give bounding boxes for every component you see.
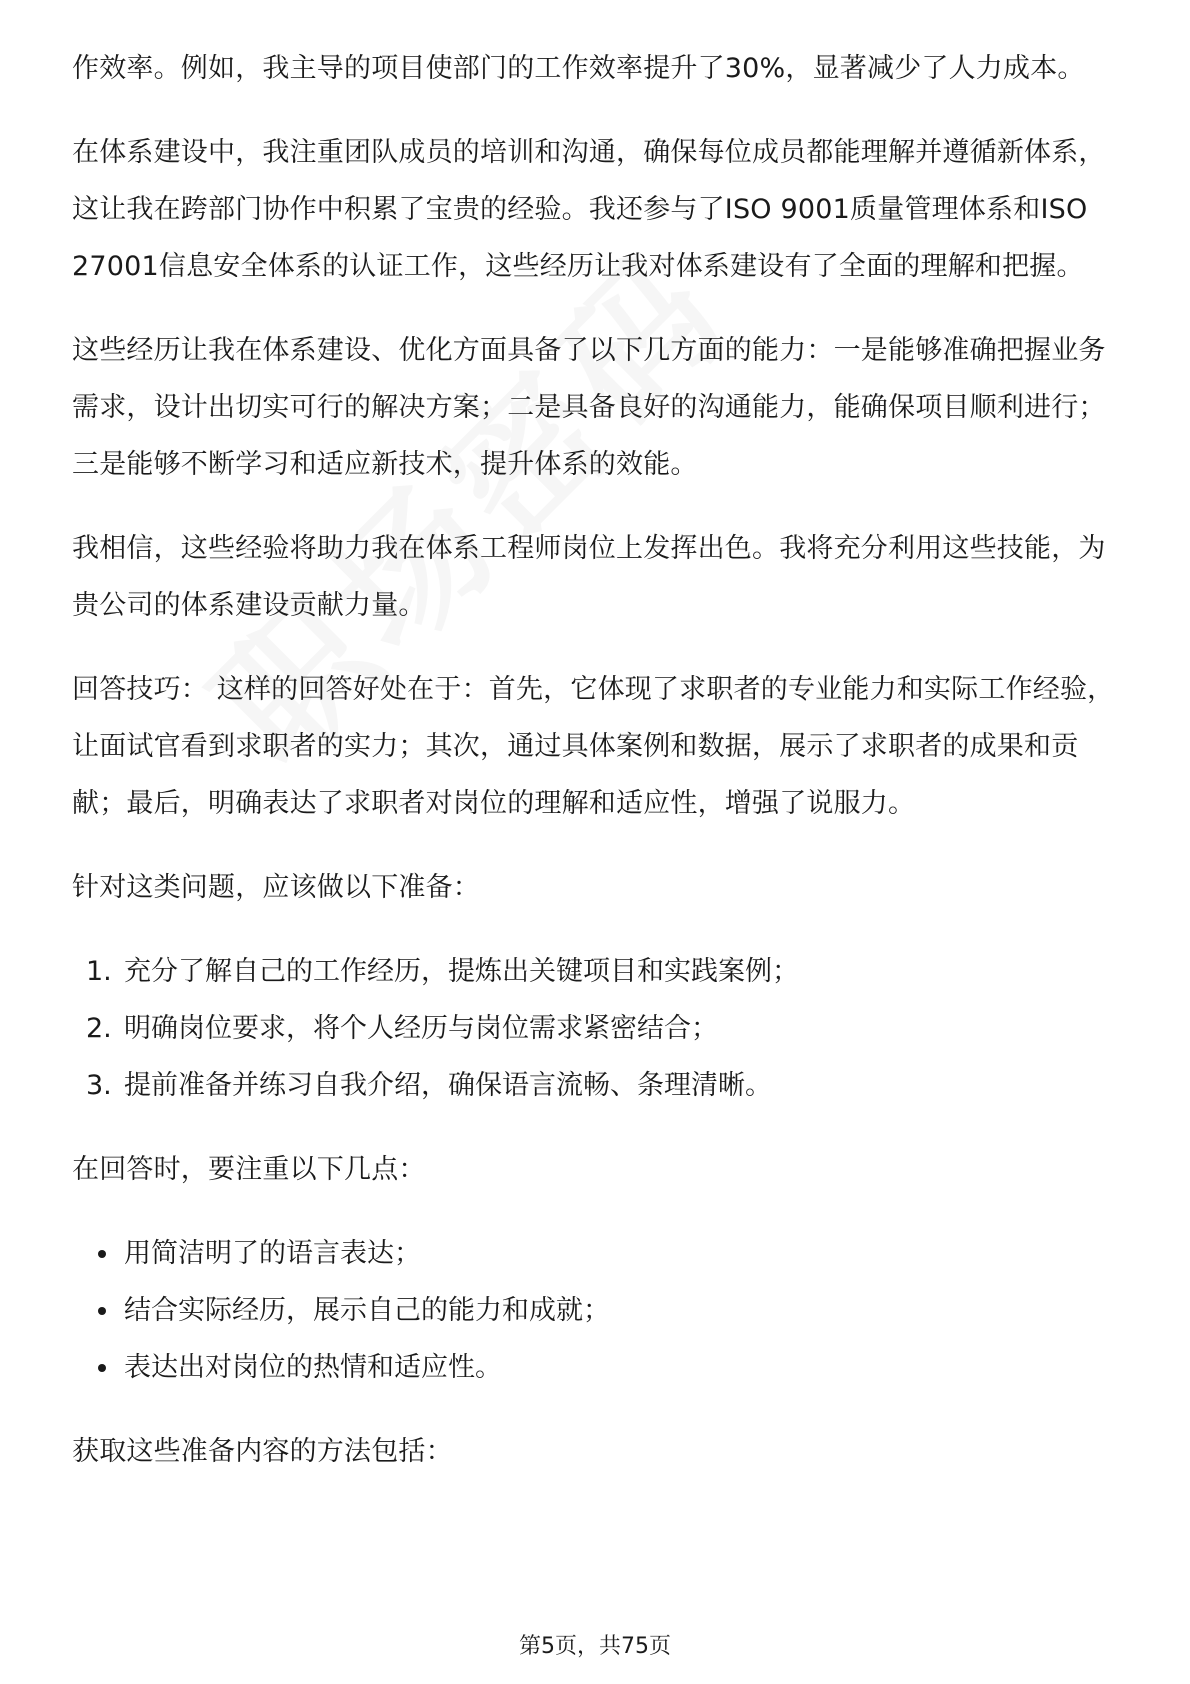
bullet-icon [98, 1250, 106, 1258]
list-item-text: 用简洁明了的语言表达； [124, 1238, 421, 1269]
list-item-text: 结合实际经历，展示自己的能力和成就； [124, 1295, 610, 1326]
paragraph-belief: 我相信，这些经验将助力我在体系工程师岗位上发挥出色。我将充分利用这些技能，为贵公司的体系建设贡献力量。 [72, 533, 1106, 621]
paragraph-answer-tips: 回答技巧： 这样的回答好处在于：首先，它体现了求职者的专业能力和实际工作经验，让面试官看到求职者的实力；其次，通过具体案例和数据，展示了求职者的成果和贡献；最后，明确表达了求职者对岗位的理解和适应性，增强了说服力。 [72, 674, 1115, 819]
list-item [72, 943, 1122, 1000]
list-item [72, 1225, 1122, 1282]
list-item [72, 1000, 1122, 1057]
list-number: 1. [86, 956, 112, 987]
list-item-text: 表达出对岗位的热情和适应性。 [124, 1352, 502, 1383]
list-item [72, 1282, 1122, 1339]
list-number: 3. [86, 1070, 112, 1101]
bullet-icon [98, 1364, 106, 1372]
paragraph-abilities: 这些经历让我在体系建设、优化方面具备了以下几方面的能力：一是能够准确把握业务需求，设计出切实可行的解决方案；二是具备良好的沟通能力，能确保项目顺利进行；三是能够不断学习和适应新技术，提升体系的效能。 [72, 335, 1106, 480]
paragraph-efficiency: 作效率。例如，我主导的项目使部门的工作效率提升了30%，显著减少了人力成本。 [72, 53, 1085, 84]
paragraph-system-building: 在体系建设中，我注重团队成员的培训和沟通，确保每位成员都能理解并遵循新体系，这让我在跨部门协作中积累了宝贵的经验。我还参与了ISO 9001质量管理体系和ISO 27001信息安全体系的认证工作，这些经历让我对体系建设有了全面的理解和把握。 [72, 137, 1106, 282]
paragraph-methods-intro: 获取这些准备内容的方法包括： [72, 1436, 453, 1467]
list-item [72, 1339, 1122, 1396]
list-item-text: 充分了解自己的工作经历，提炼出关键项目和实践案例； [124, 956, 799, 987]
paragraph-points-intro: 在回答时，要注重以下几点： [72, 1154, 426, 1185]
list-item [72, 1057, 1122, 1114]
list-number: 2. [86, 1013, 112, 1044]
page-number-footer: 第5页，共75页 [519, 1634, 671, 1659]
document-body [72, 40, 1122, 1507]
list-item-text: 提前准备并练习自我介绍，确保语言流畅、条理清晰。 [124, 1070, 772, 1101]
bullet-icon [98, 1307, 106, 1315]
preparation-list [72, 943, 1122, 1114]
list-item-text: 明确岗位要求，将个人经历与岗位需求紧密结合； [124, 1013, 718, 1044]
points-list [72, 1225, 1122, 1396]
paragraph-preparation-intro: 针对这类问题，应该做以下准备： [72, 872, 480, 903]
